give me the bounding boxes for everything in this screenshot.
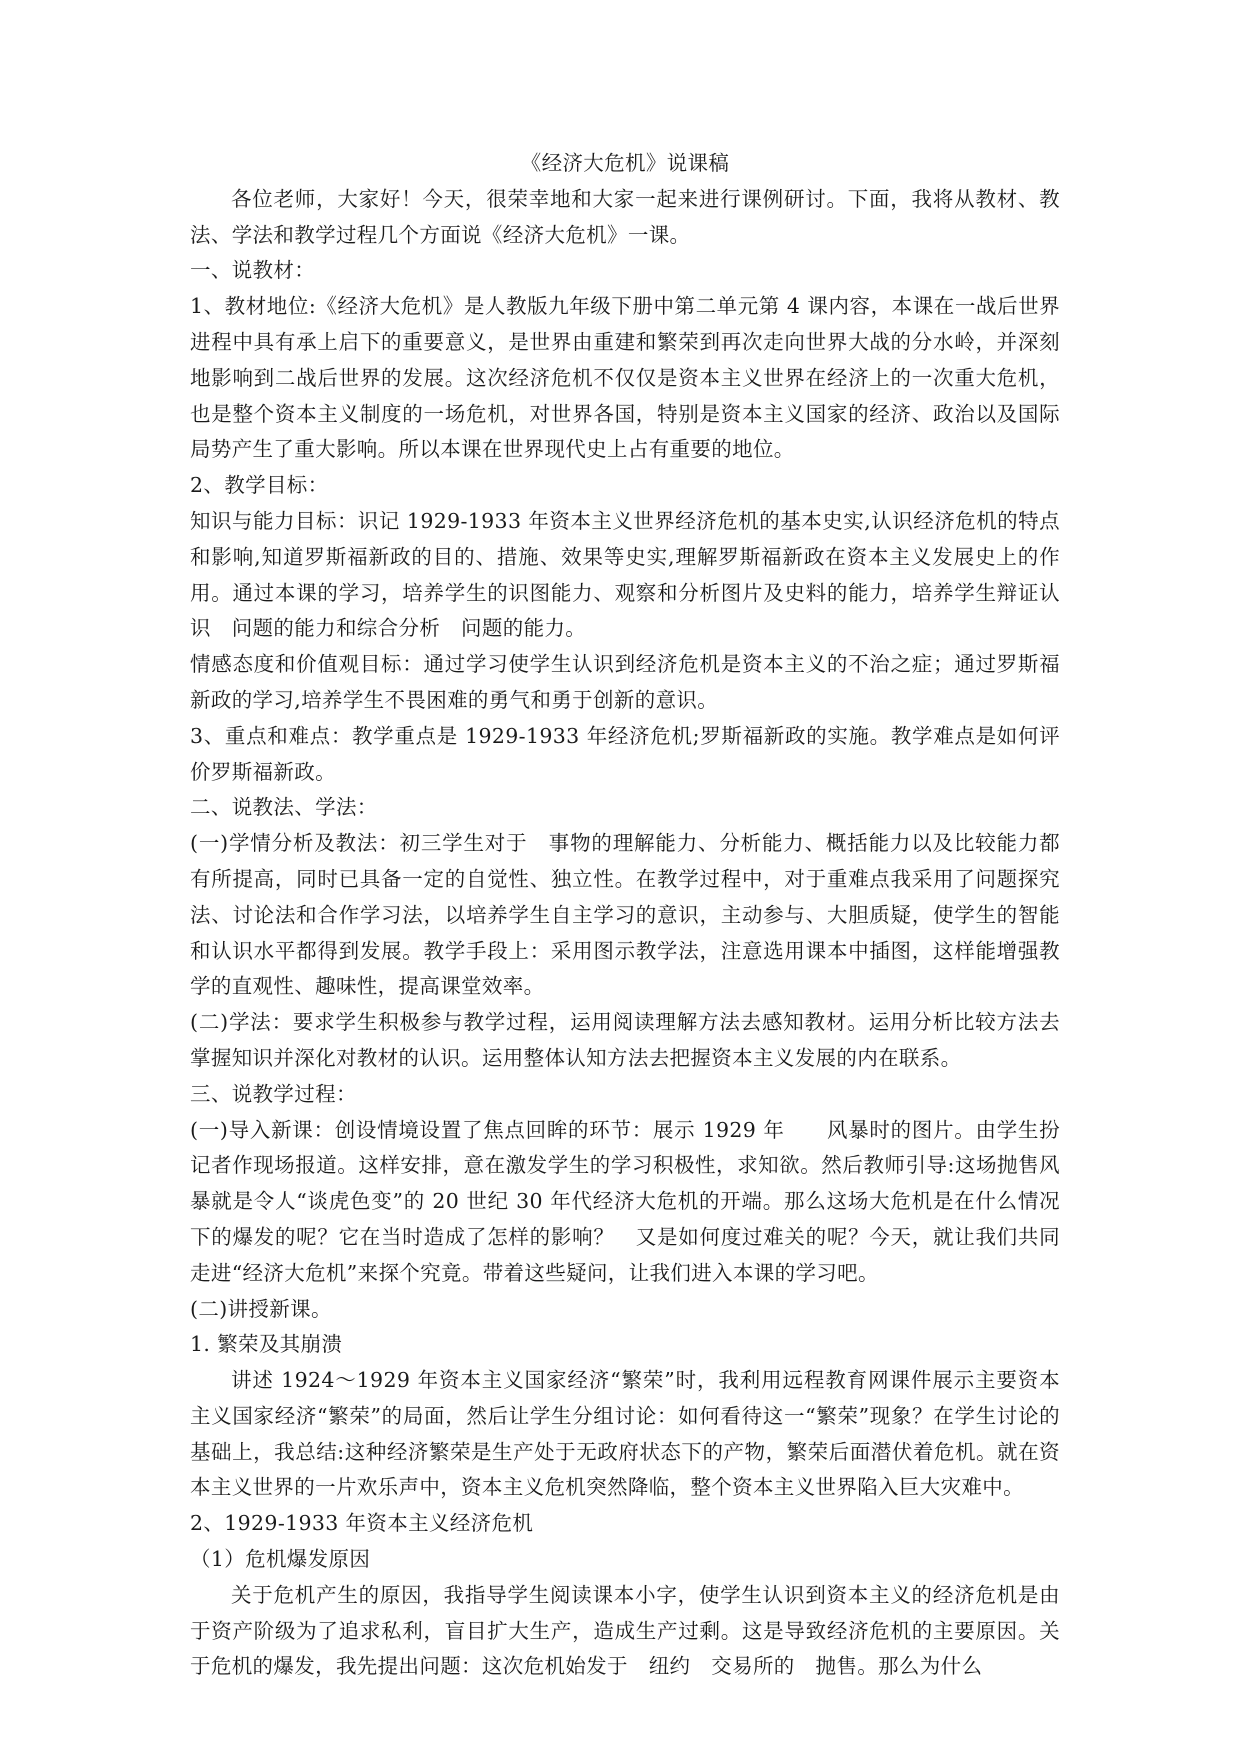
intro-paragraph: 各位老师，大家好！今天，很荣幸地和大家一起来进行课例研讨。下面，我将从教材、教法、学法和教学过程几个方面说《经济大危机》一课。 [190,186,1060,247]
section-3-heading: 三、说教学过程： [190,1081,357,1106]
crisis-cause-heading: （1）危机爆发原因 [190,1547,371,1572]
crisis-cause-paragraph: 关于危机产生的原因，我指导学生阅读课本小字，使学生认识到资本主义的经济危机是由于资产阶级为了追求私利，盲目扩大生产，造成生产过剩。这是导致经济危机的主要原因。关于危机的爆发，我先提出问题：这次危机始发于 纽约 交易所的 抛售。那么为什么 [190,1582,1060,1679]
new-lesson-heading: (二)讲授新课。 [190,1296,332,1321]
document-page [190,146,1081,1685]
crisis-heading: 2、1929-1933 年资本主义经济危机 [190,1511,534,1536]
key-points-paragraph: 3、重点和难点：教学重点是 1929-1933 年经济危机;罗斯福新政的实施。教学难点是如何评价罗斯福新政。 [190,723,1060,784]
prosperity-paragraph: 讲述 1924～1929 年资本主义国家经济“繁荣”时，我利用远程教育网课件展示主要资本主义国家经济“繁荣”的局面，然后让学生分组讨论：如何看待这一“繁荣”现象？在学生讨论的基础上，我总结:这种经济繁荣是生产处于无政府状态下的产物，繁荣后面潜伏着危机。就在资本主义世界的一片欢乐声中，资本主义危机突然降临，整个资本主义世界陷入巨大灾难中。 [190,1368,1060,1500]
document-title: 《经济大危机》说课稿 [520,151,730,175]
introduction-lesson-paragraph: (一)导入新课：创设情境设置了焦点回眸的环节：展示 1929 年 风暴时的图片。由学生扮记者作现场报道。这样安排，意在激发学生的学习积极性，求知欲。然后教师引导:这场抛售风暴就是令人“谈虎色变”的 20 世纪 30 年代经济大危机的开端。那么这场大危机是在什么情况下的爆发的呢？它在当时造成了怎样的影响？ 又是如何度过难关的呢？今天，就让我们共同走进“经济大危机”来探个究竟。带着这些疑问，让我们进入本课的学习吧。 [190,1117,1060,1285]
learning-method-paragraph: (二)学法：要求学生积极参与教学过程，运用阅读理解方法去感知教材。运用分析比较方法去掌握知识并深化对教材的认识。运用整体认知方法去把握资本主义发展的内在联系。 [190,1010,1060,1070]
knowledge-goals-paragraph: 知识与能力目标：识记 1929-1933 年资本主义世界经济危机的基本史实,认识经济危机的特点和影响,知道罗斯福新政的目的、措施、效果等史实,理解罗斯福新政在资本主义发展史上的作用。通过本课的学习，培养学生的识图能力、观察和分析图片及史料的能力，培养学生辩证认识 问题的能力和综合分析 问题的能力。 [190,508,1060,641]
section-1-heading: 一、说教材： [190,258,316,283]
textbook-position-paragraph: 1、教材地位:《经济大危机》是人教版九年级下册中第二单元第 4 课内容，本课在一战后世界 进程中具有承上启下的重要意义，是世界由重建和繁荣到再次走向世界大战的分水岭，并深刻地影响到二战后世界的发展。这次经济危机不仅仅是资本主义世界在经济上的一次重大危机，也是整个资本主义制度的一场危机，对世界各国，特别是资本主义国家的经济、政治以及国际局势产生了重大影响。所以本课在世界现代史上占有重要的地位。 [190,294,1081,462]
section-2-heading: 二、说教法、学法： [190,795,378,820]
emotion-goals-paragraph: 情感态度和价值观目标：通过学习使学生认识到经济危机是资本主义的不治之症；通过罗斯福新政的学习,培养学生不畏困难的勇气和勇于创新的意识。 [190,652,1060,712]
teaching-goals-heading: 2、教学目标： [190,473,329,498]
teaching-method-paragraph: (一)学情分析及教法：初三学生对于 事物的理解能力、分析能力、概括能力以及比较能力都有所提高，同时已具备一定的自觉性、独立性。在教学过程中，对于重难点我采用了问题探究法、讨论法和合作学习法，以培养学生自主学习的意识，主动参与、大胆质疑，使学生的智能和认识水平都得到发展。教学手段上：采用图示教学法，注意选用课本中插图，这样能增强教学的直观性、趣味性，提高课堂效率。 [190,831,1060,999]
prosperity-heading: 1. 繁荣及其崩溃 [190,1332,343,1357]
